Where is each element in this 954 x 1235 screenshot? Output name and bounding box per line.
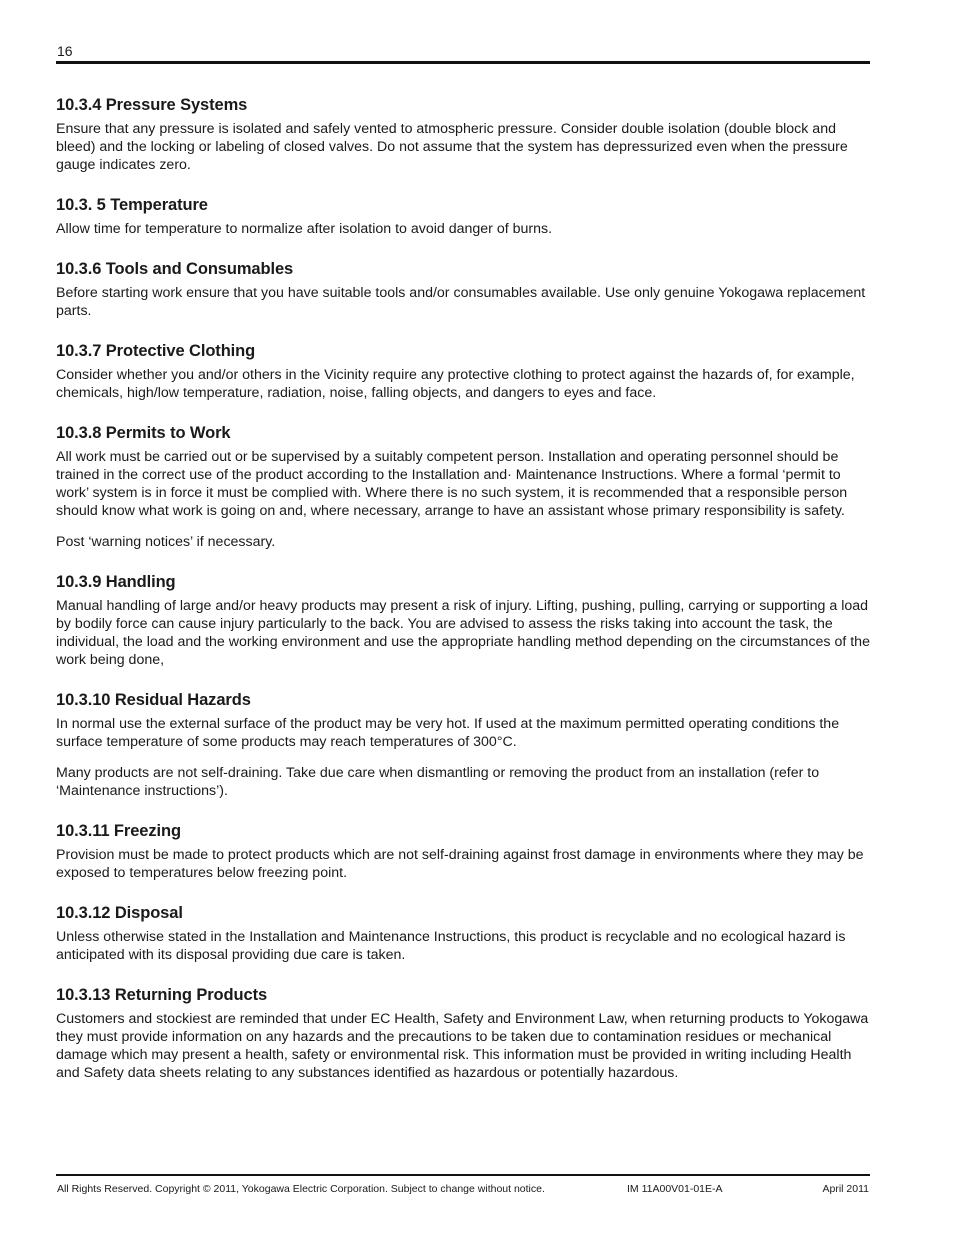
section-heading: 10.3.13 Returning Products [56,986,268,1004]
paragraph: All work must be carried out or be supervised by a suitably competent person. Installation and operating personnel should be trained in the correct use of the product according to the Installation and· Maintenance Instructions. Where a formal ‘permit to work’ system is in force it must be complied with. Where there is no such system, it is recommended that a responsible person should know what work is going on and, where necessary, arrange to have an assistant whose primary responsibility is safety. [56,449,848,519]
footer-document-number: IM 11A00V01-01E-A [627,1183,723,1195]
footer-date: April 2011 [822,1183,869,1195]
section-temperature [56,194,872,238]
page-number: 16 [57,43,73,59]
paragraph: Post ‘warning notices’ if necessary. [56,534,276,550]
paragraph: Allow time for temperature to normalize after isolation to avoid danger of burns. [56,221,553,237]
footer-rule [56,1174,870,1176]
paragraph: Manual handling of large and/or heavy products may present a risk of injury. Lifting, pushing, pulling, carrying or supporting a load by bodily force can cause injury particularly to the back. You are advised to assess the risks taking into account the task, the individual, the load and the working environment and use the appropriate handling method depending on the circumstances of the work being done, [56,598,870,668]
section-residual-hazards [56,689,872,800]
paragraph: Before starting work ensure that you have suitable tools and/or consumables available. Use only genuine Yokogawa replacement parts. [56,285,866,319]
paragraph: Many products are not self-draining. Take due care when dismantling or removing the product from an installation (refer to ‘Maintenance instructions’). [56,765,820,799]
section-tools-and-consumables [56,258,872,320]
section-protective-clothing [56,340,872,402]
section-heading: 10.3.12 Disposal [56,904,183,922]
section-heading: 10.3.7 Protective Clothing [56,342,256,360]
section-pressure-systems [56,94,872,174]
section-heading: 10.3.11 Freezing [56,822,181,840]
paragraph: Ensure that any pressure is isolated and safely vented to atmospheric pressure. Consider double isolation (double block and bleed) and the locking or labeling of closed valves. Do not assume that the system has depressurized even when the pressure gauge indicates zero. [56,121,848,173]
section-heading: 10.3.10 Residual Hazards [56,691,251,709]
section-heading: 10.3.6 Tools and Consumables [56,260,294,278]
paragraph: Provision must be made to protect products which are not self-draining against frost damage in environments where they may be exposed to temperatures below freezing point. [56,847,864,881]
footer-copyright: All Rights Reserved. Copyright © 2011, Yokogawa Electric Corporation. Subject to change without notice. [57,1183,545,1195]
paragraph: Consider whether you and/or others in the Vicinity require any protective clothing to protect against the hazards of, for example, chemicals, high/low temperature, radiation, noise, falling objects, and dangers to eyes and face. [56,367,855,401]
section-heading: 10.3.8 Permits to Work [56,424,231,442]
paragraph: Customers and stockiest are reminded that under EC Health, Safety and Environment Law, when returning products to Yokogawa they must provide information on any hazards and the precautions to be taken due to contamination residues or mechanical damage which may present a health, safety or environmental risk. This information must be provided in writing including Health and Safety data sheets relating to any substances identified as hazardous or potentially hazardous. [56,1011,869,1081]
section-freezing [56,820,872,882]
section-disposal [56,902,872,964]
section-heading: 10.3.9 Handling [56,573,176,591]
section-heading: 10.3. 5 Temperature [56,196,208,214]
section-permits-to-work [56,422,872,551]
section-heading: 10.3.4 Pressure Systems [56,96,248,114]
paragraph: Unless otherwise stated in the Installation and Maintenance Instructions, this product is recyclable and no ecological hazard is anticipated with its disposal providing due care is taken. [56,929,846,963]
header-rule [56,61,870,64]
section-handling [56,571,872,669]
section-returning-products [56,984,872,1082]
paragraph: In normal use the external surface of the product may be very hot. If used at the maximum permitted operating conditions the surface temperature of some products may reach temperatures of 300°C. [56,716,840,750]
document-body [56,94,872,1102]
